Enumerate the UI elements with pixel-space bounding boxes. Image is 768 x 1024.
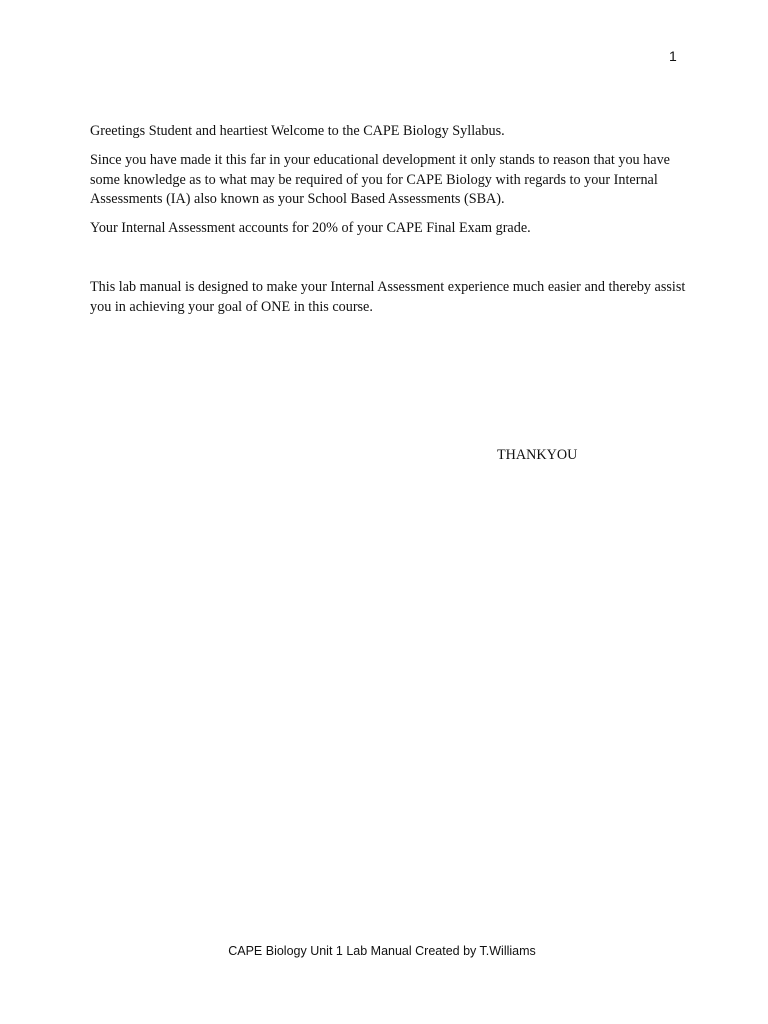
assessment-weight-paragraph: Your Internal Assessment accounts for 20% of your CAPE Final Exam grade. bbox=[90, 220, 531, 236]
closing-text: THANKYOU bbox=[497, 447, 578, 463]
intro-paragraph: Since you have made it this far in your educational development it only stands to reason that you have some knowledge as to what may be required of you for CAPE Biology with regards to your Internal Assessments (IA) also known as your School Based Assessments (SBA). bbox=[90, 152, 670, 207]
page-footer: CAPE Biology Unit 1 Lab Manual Created by T.Williams bbox=[228, 944, 536, 958]
greeting-paragraph: Greetings Student and heartiest Welcome to the CAPE Biology Syllabus. bbox=[90, 123, 505, 139]
purpose-paragraph: This lab manual is designed to make your Internal Assessment experience much easier and thereby assist you in achieving your goal of ONE in this course. bbox=[90, 279, 686, 315]
page-number: 1 bbox=[669, 48, 677, 64]
